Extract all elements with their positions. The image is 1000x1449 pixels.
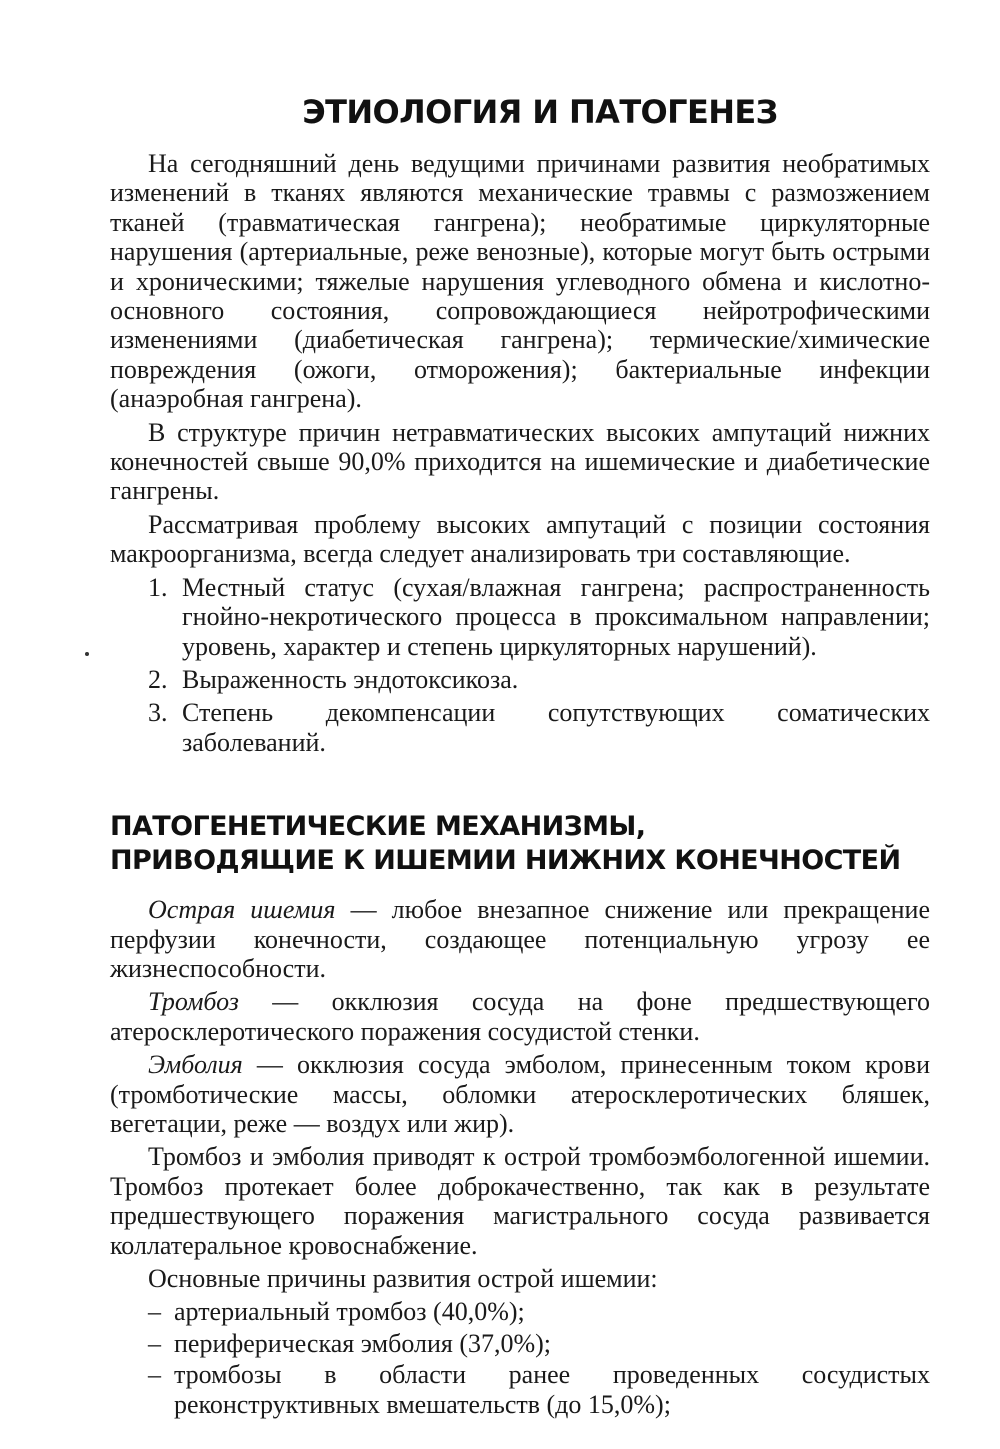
list-item-number: 1. <box>148 572 168 602</box>
definition-term: Тромбоз <box>148 987 239 1017</box>
list-item-text: Выраженность эндотоксикоза. <box>182 664 519 694</box>
definition-embolism <box>110 1050 930 1138</box>
list-item <box>110 1329 930 1358</box>
list-item <box>110 665 930 694</box>
list-item-text: Местный статус (сухая/влажная гангрена; распространенность гнойно-некротического процесса в проксимальном направлении; уровень, характер и степень циркуляторных нарушений). <box>182 572 930 661</box>
section-title-line: ПАТОГЕНЕТИЧЕСКИЕ МЕХАНИЗМЫ, <box>110 811 646 843</box>
definition-term: Эмболия <box>148 1050 243 1080</box>
list-item-text: тромбозы в области ранее проведенных сосудистых реконструктивных вмешательств (до 15,0%); <box>174 1360 930 1419</box>
list-item-text: периферическая эмболия (37,0%); <box>174 1328 552 1358</box>
definition-acute-ischemia <box>110 895 930 983</box>
list-item-number: 3. <box>148 698 168 728</box>
paragraph-macroorganism: Рассматривая проблему высоких ампутаций с позиции состояния макроорганизма, всегда следует анализировать три составляющие. <box>110 509 930 569</box>
definition-term: Острая ишемия <box>148 895 336 925</box>
section-title-line: ПРИВОДЯЩИЕ К ИШЕМИИ НИЖНИХ КОНЕЧНОСТЕЙ <box>110 845 901 877</box>
section-title-mechanisms <box>110 810 930 878</box>
list-item-text: артериальный тромбоз (40,0%); <box>174 1297 525 1327</box>
dash-marker: – <box>148 1328 161 1358</box>
dash-marker: – <box>148 1360 161 1390</box>
paragraph-causes-intro: Основные причины развития острой ишемии: <box>148 1264 658 1293</box>
list-item <box>110 1297 930 1326</box>
list-item <box>110 573 930 661</box>
definition-text: — окклюзия сосуда эмболом, принесенным током крови (тромботические массы, обломки атеросклеротических бляшек, вегетации, реже — воздух или жир). <box>110 1050 930 1138</box>
components-list <box>110 573 930 757</box>
paragraph-amputation-structure: В структуре причин нетравматических высоких ампутаций нижних конечностей свыше 90,0% приходится на ишемические и диабетические гангрены. <box>110 417 930 506</box>
list-item-number: 2. <box>148 664 168 694</box>
list-item <box>110 698 930 757</box>
paragraph-thrombosis-embolism: Тромбоз и эмболия приводят к острой тромбоэмбологенной ишемии. Тромбоз протекает более доброкачественно, так как в результате предшествующего поражения магистрального сосуда развивается коллатеральное кровоснабжение. <box>110 1142 930 1260</box>
list-item <box>110 1360 930 1419</box>
scan-speck <box>85 652 89 656</box>
list-item-text: Степень декомпенсации сопутствующих соматических заболеваний. <box>182 698 930 757</box>
section-title-etiology: ЭТИОЛОГИЯ И ПАТОГЕНЕЗ <box>302 93 778 131</box>
paragraph-causes: На сегодняшний день ведущими причинами развития необратимых изменений в тканях являются механические травмы с размозжением тканей (травматическая гангрена); необратимые циркуляторные нарушения (артериальные, реже венозные), которые могут быть острыми и хроническими; тяжелые нарушения углеводного обмена и кислотно-основного состояния, сопровождающиеся нейротрофическими изменениями (диабетическая гангрена); термические/химические повреждения (ожоги, отморожения); бактериальные инфекции (анаэробная гангрена). <box>110 149 930 414</box>
definition-text: — любое внезапное снижение или прекращение перфузии конечности, создающее потенциальную угрозу ее жизнеспособности. <box>110 895 930 983</box>
dash-marker: – <box>148 1297 161 1327</box>
causes-list <box>110 1297 930 1419</box>
definition-thrombosis <box>110 987 930 1046</box>
definition-text: — окклюзия сосуда на фоне предшествующего атеросклеротического поражения сосудистой стенки. <box>110 987 930 1046</box>
